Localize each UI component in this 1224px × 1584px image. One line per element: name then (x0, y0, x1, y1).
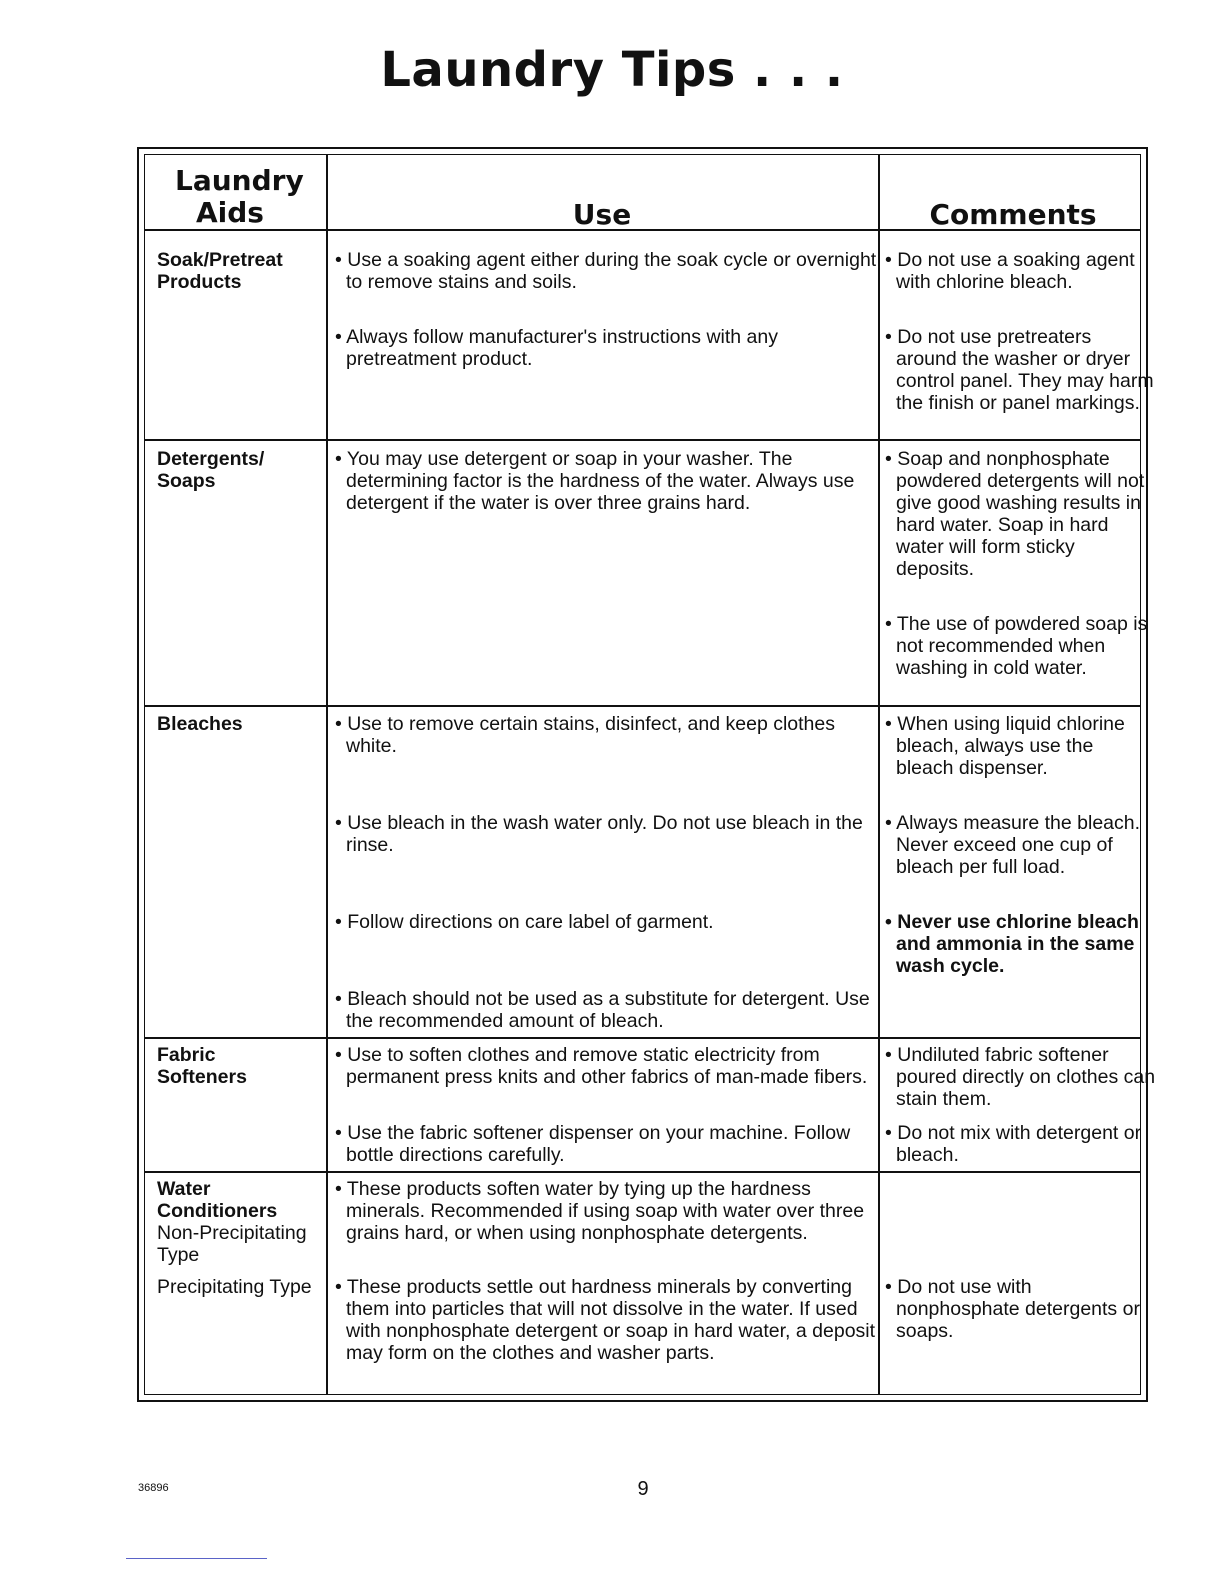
laundry-aids-table (137, 147, 1156, 1402)
use-item: • Bleach should not be used as a substitute for detergent. Use the recommended amount of bleach. (335, 988, 870, 1032)
aid-detergents-soaps (157, 448, 322, 492)
row-divider (145, 439, 1140, 441)
use-item: • Follow directions on care label of garment. (335, 911, 714, 933)
aid-label: Water Conditioners (157, 1178, 278, 1222)
header-use: Use (572, 198, 632, 231)
comment-item: • Do not use a soaking agent with chlorine bleach. (885, 249, 1135, 293)
use-item: • You may use detergent or soap in your washer. The determining factor is the hardness of the water. Always use detergent if the water is over three grains hard. (335, 448, 855, 514)
header-comments: Comments (929, 198, 1097, 231)
aid-soak-pretreat (157, 249, 322, 293)
comment-item: • Always measure the bleach. Never exceed one cup of bleach per full load. (885, 812, 1141, 878)
use-item: • Use bleach in the wash water only. Do not use bleach in the rinse. (335, 812, 863, 856)
comment-item: • Do not use with nonphosphate detergents or soaps. (885, 1276, 1140, 1342)
row-divider (145, 705, 1140, 707)
header-aids-line1: Laundry (175, 164, 304, 197)
aid-label: Soak/Pretreat Products (157, 249, 283, 293)
decorative-underline (126, 1558, 267, 1559)
use-item: • Use a soaking agent either during the soak cycle or overnight to remove stains and soils. (335, 249, 877, 293)
aid-fabric-softeners (157, 1044, 322, 1088)
comment-item: • Do not mix with detergent or bleach. (885, 1122, 1142, 1166)
page-number: 9 (637, 1478, 649, 1500)
comment-item: • Do not use pretreaters around the washer or dryer control panel. They may harm the finish or panel markings. (885, 326, 1154, 414)
use-item: • These products soften water by tying up the hardness minerals. Recommended if using soap with water over three grains hard, or when using nonphosphate detergents. (335, 1178, 865, 1244)
use-item: • Always follow manufacturer's instructions with any pretreatment product. (335, 326, 778, 370)
aid-label: Fabric Softeners (157, 1044, 247, 1088)
header-laundry-aids (175, 164, 304, 229)
column-divider (326, 155, 328, 1394)
row-divider (145, 1171, 1140, 1173)
document-code: 36896 (138, 1482, 169, 1494)
aid-bleaches: Bleaches (157, 713, 243, 735)
aid-label: Detergents/ Soaps (157, 448, 265, 492)
aid-sublabel-precipitating: Precipitating Type (157, 1276, 312, 1298)
use-item: • These products settle out hardness minerals by converting them into particles that will not dissolve in the water. If used with nonphosphate detergent or soap in hard water, a deposit may form on the clothes and washer parts. (335, 1276, 876, 1364)
row-divider (145, 1037, 1140, 1039)
use-item: • Use the fabric softener dispenser on your machine. Follow bottle directions carefully. (335, 1122, 851, 1166)
aid-water-conditioners (157, 1178, 322, 1298)
aid-sublabel-non-precipitating: Non-Precipitating Type (157, 1222, 307, 1266)
use-item: • Use to remove certain stains, disinfect, and keep clothes white. (335, 713, 835, 757)
header-aids-line2: Aids (196, 196, 264, 229)
use-item: • Use to soften clothes and remove static electricity from permanent press knits and other fabrics of man-made fibers. (335, 1044, 868, 1088)
comment-item: • Soap and nonphosphate powdered detergents will not give good washing results in hard water. Soap in hard water will form sticky deposits. (885, 448, 1145, 580)
comment-item: • Undiluted fabric softener poured directly on clothes can stain them. (885, 1044, 1156, 1110)
comment-item: • The use of powdered soap is not recommended when washing in cold water. (885, 613, 1148, 679)
page-title: Laundry Tips . . . (380, 42, 844, 98)
comment-item-warning: • Never use chlorine bleach and ammonia in the same wash cycle. (885, 911, 1139, 977)
table-inner (144, 154, 1156, 1395)
comment-item: • When using liquid chlorine bleach, always use the bleach dispenser. (885, 713, 1125, 779)
